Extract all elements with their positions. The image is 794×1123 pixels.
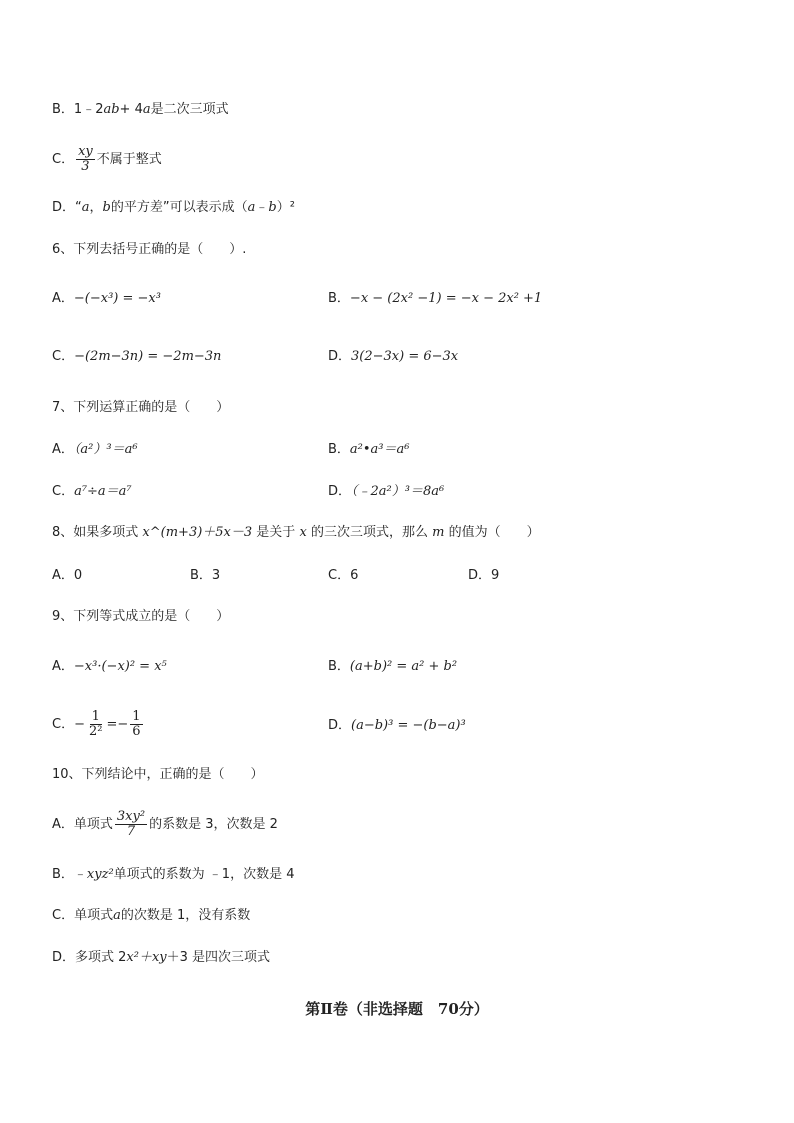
q5-option-c: C． $\frac{xy}{3}$ 不属于整式 <box>52 144 162 174</box>
q7-stem: 7、下列运算正确的是（ ） <box>52 400 230 415</box>
q9-option-d: D．(a−b)³ = −(b−a)³ <box>328 718 466 733</box>
q8-option-d: D．9 <box>468 568 500 583</box>
q7-option-c: C．a⁷÷a＝a⁷ <box>52 484 132 499</box>
q9-option-c: C．− $\frac{1}{\text{2²}}$ =− $\frac{1}{6}$ <box>52 709 141 739</box>
q5-option-d: D．“a，b的平方差”可以表示成（a﹣b）² <box>52 200 295 215</box>
q10-option-b: B．﹣xyz²单项式的系数为 ﹣1，次数是 4 <box>52 867 295 882</box>
q8-option-a: A．0 <box>52 568 83 583</box>
q9-option-b: B．(a+b)² = a² + b² <box>328 659 458 674</box>
q10-option-d: D．多项式 2x²＋xy＋3 是四次三项式 <box>52 950 271 965</box>
q8-stem: 8、如果多项式 x^(m+3)＋5x－3 是关于 x 的三次三项式，那么 m 的值为（ ） <box>52 525 540 540</box>
q7-option-a: A．（a²）³＝a⁶ <box>52 442 138 457</box>
q10-stem: 10、下列结论中，正确的是（ ） <box>52 767 264 782</box>
q6-option-a: A．−(−x³) = −x³ <box>52 291 161 306</box>
q8-option-b: B．3 <box>190 568 221 583</box>
q7-option-b: B．a²•a³＝a⁶ <box>328 442 410 457</box>
q6-option-b: B．−x − (2x² −1) = −x − 2x² +1 <box>328 291 543 306</box>
section-title: 第Ⅱ卷（非选择题 70分） <box>305 1000 489 1018</box>
q10-option-a: A．单项式 $\frac{\text{3xy²}}{7}$ 的系数是 3，次数是 2 <box>52 809 278 839</box>
q9-option-a: A．−x³·(−x)² = x⁵ <box>52 659 167 674</box>
q10-option-c: C．单项式a的次数是 1，没有系数 <box>52 908 251 923</box>
q6-stem: 6、下列去括号正确的是（ ）. <box>52 242 247 257</box>
fraction: $\frac{xy}{3}$ <box>78 144 93 174</box>
q8-option-c: C．6 <box>328 568 359 583</box>
fraction: $\frac{1}{\text{2²}}$ <box>88 709 103 739</box>
fraction: $\frac{\text{3xy²}}{7}$ <box>116 809 146 839</box>
fraction: $\frac{1}{6}$ <box>132 709 141 739</box>
q7-option-d: D．（﹣2a²）³＝8a⁶ <box>328 484 445 499</box>
q5-option-b: B．1﹣2ab+ 4a是二次三项式 <box>52 102 229 117</box>
q6-option-d: D．3(2−3x) = 6−3x <box>328 349 459 364</box>
q9-stem: 9、下列等式成立的是（ ） <box>52 609 230 624</box>
q6-option-c: C．−(2m−3n) = −2m−3n <box>52 349 222 364</box>
